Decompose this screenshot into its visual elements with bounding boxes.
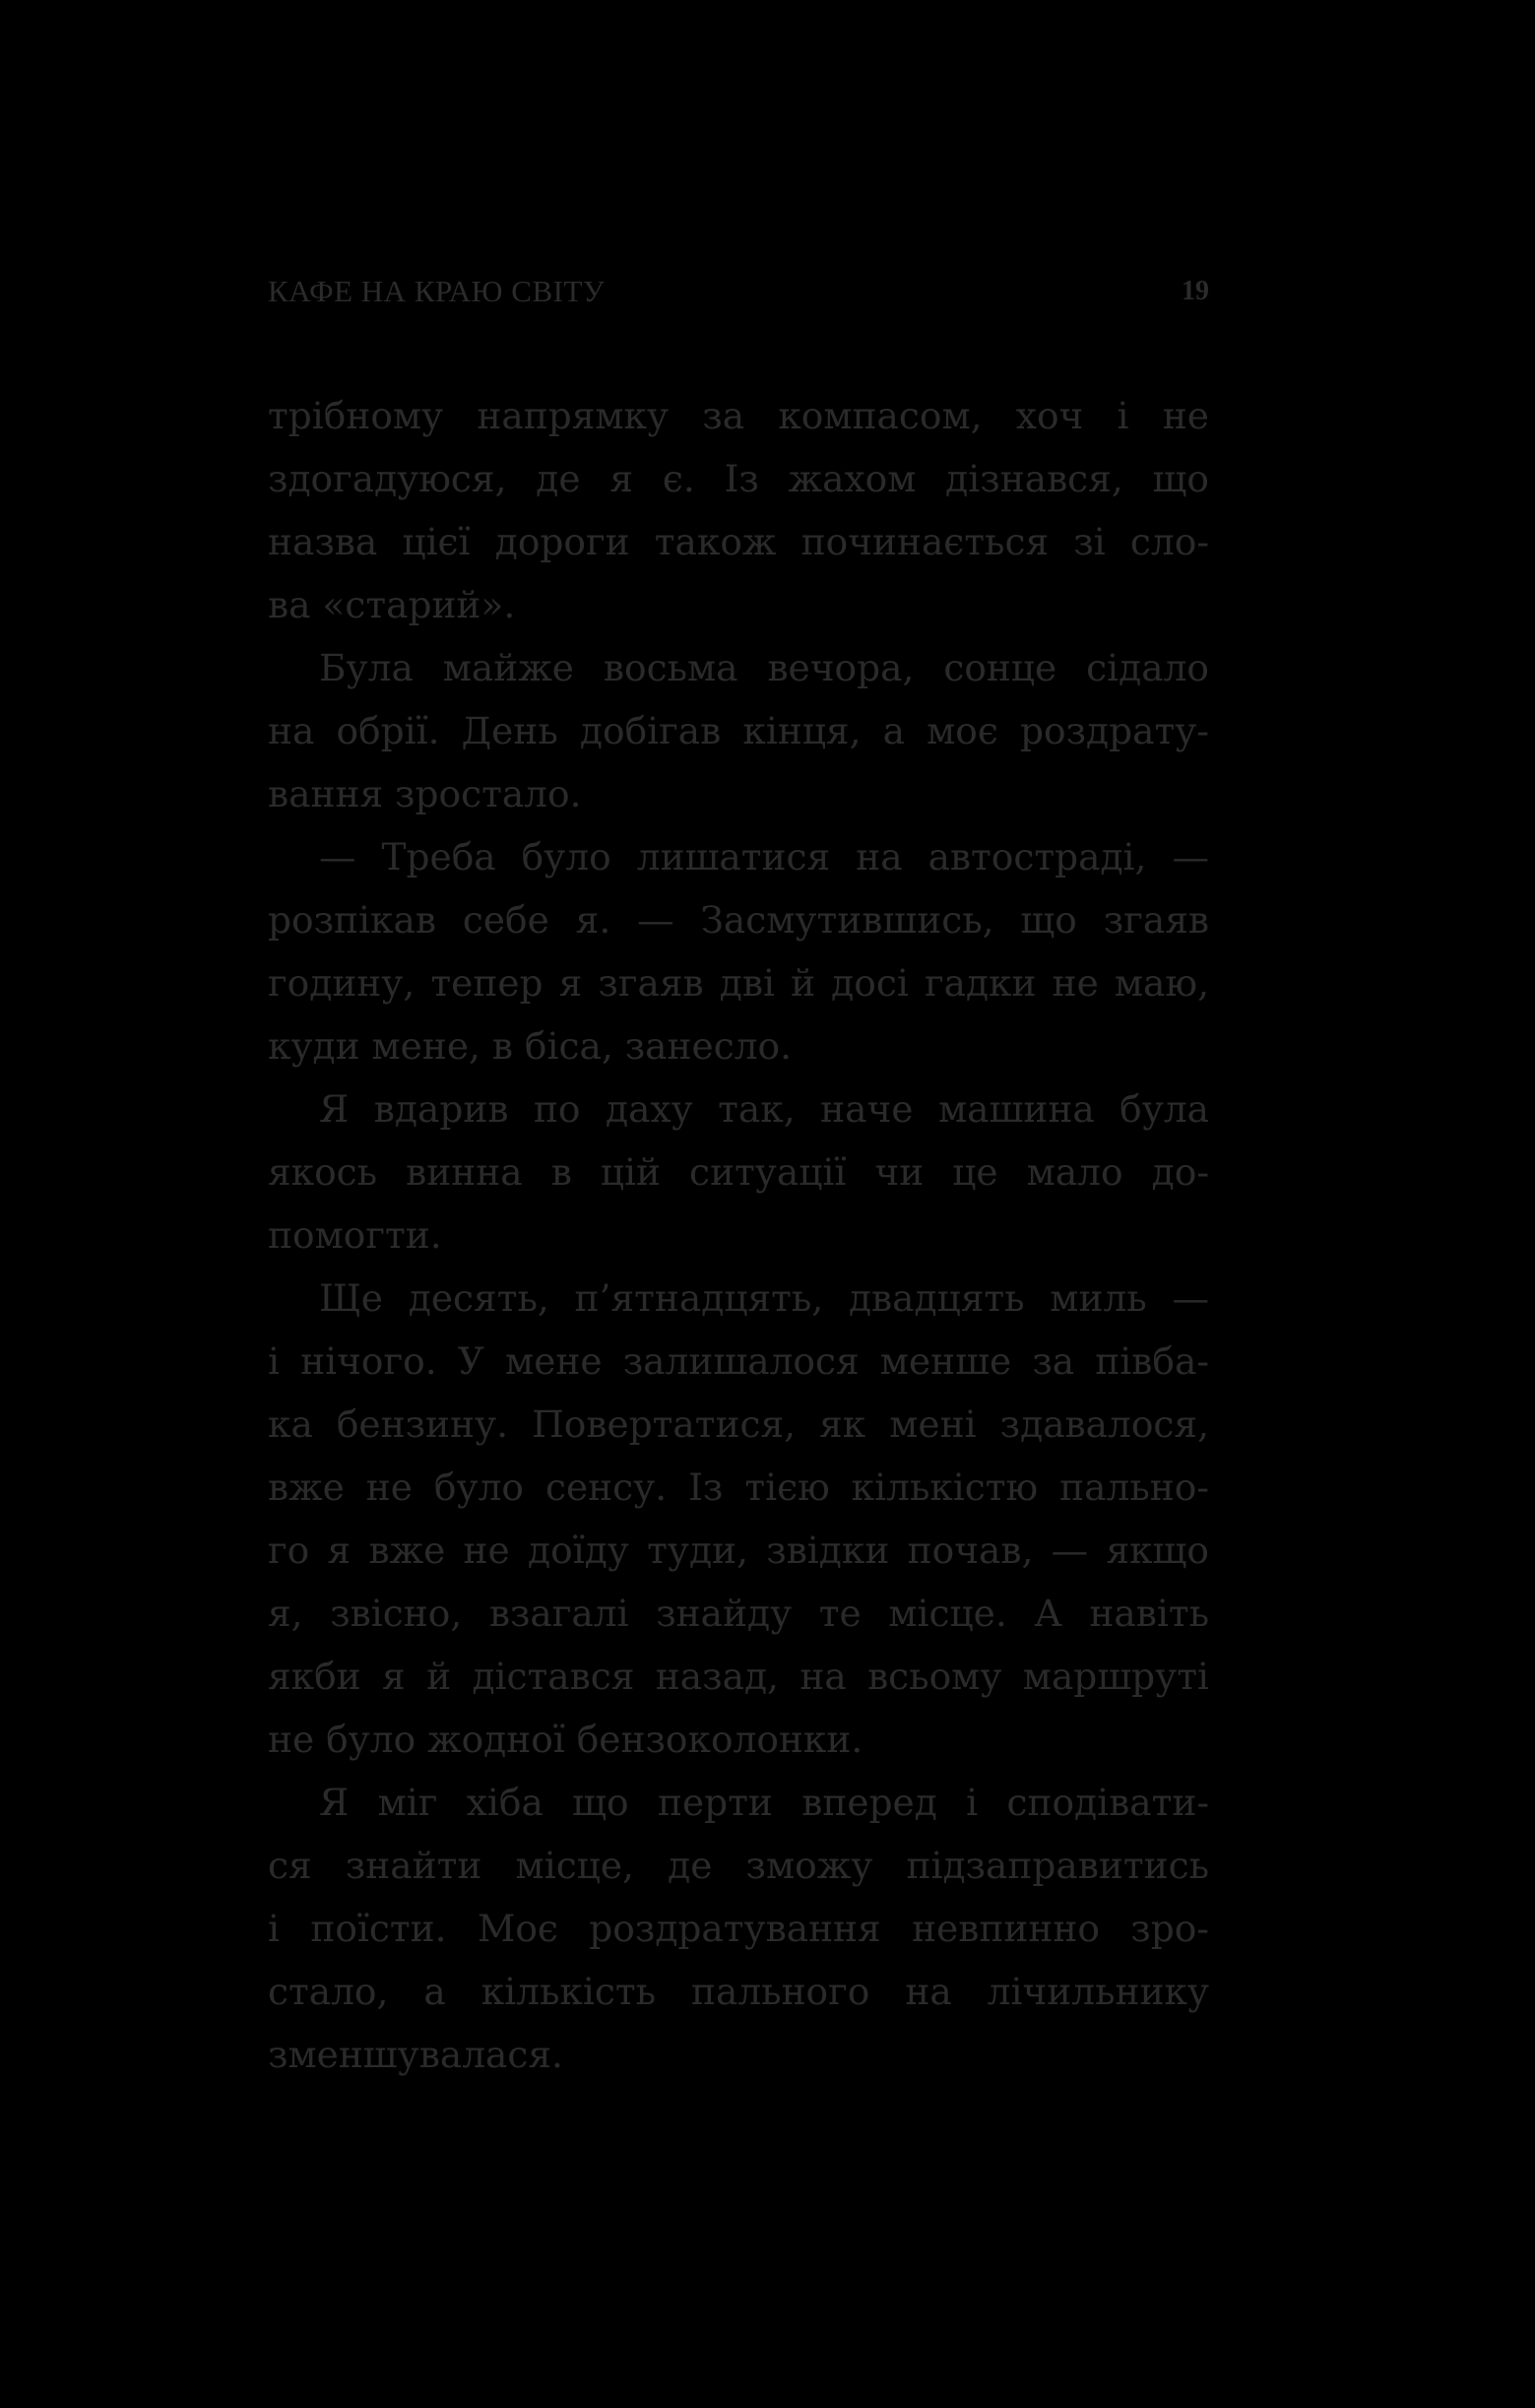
text-line: вання зростало. — [268, 772, 582, 815]
text-line: на обрії. День добігав кінця, а моє роздрату- — [268, 709, 1209, 752]
text-line: Я вдарив по даху так, наче машина була — [319, 1087, 1209, 1131]
text-line: стало, а кількість пального на лічильнику — [268, 1970, 1209, 2013]
text-line: я, звісно, взагалі знайду те місце. А навіть — [268, 1592, 1209, 1635]
running-title: КАФЕ НА КРАЮ СВІТУ — [268, 274, 606, 308]
text-line: — Треба було лишатися на автостраді, — — [319, 835, 1209, 879]
text-line: Ще десять, п’ятнадцять, двадцять миль — — [319, 1276, 1209, 1320]
text-line: розпікав себе я. — Засмутившись, що згаяв — [268, 898, 1209, 942]
text-line: трібному напрямку за компасом, хоч і не — [268, 394, 1209, 437]
text-line: вже не було сенсу. Із тією кількістю пально- — [268, 1465, 1209, 1509]
text-line: годину, тепер я згаяв дві й досі гадки не маю, — [268, 961, 1209, 1005]
body-text — [268, 384, 1209, 2086]
text-line: ва «старий». — [268, 583, 516, 626]
text-line: здогадуюся, де я є. Із жахом дізнався, що — [268, 457, 1209, 500]
text-line: не було жодної бензоколонки. — [268, 1718, 863, 1761]
text-line: зменшувалася. — [268, 2033, 563, 2076]
text-line: куди мене, в біса, занесло. — [268, 1024, 793, 1068]
text-line: ка бензину. Повертатися, як мені здавалося, — [268, 1402, 1209, 1446]
running-head — [268, 272, 1209, 311]
text-line: Була майже восьма вечора, сонце сідало — [319, 646, 1209, 689]
text-line: Я міг хіба що перти вперед і сподівати- — [319, 1781, 1209, 1824]
text-line: назва цієї дороги також починається зі сло- — [268, 520, 1209, 563]
page-number: 19 — [1182, 276, 1209, 306]
text-line: ся знайти місце, де зможу підзаправитись — [268, 1844, 1209, 1887]
text-line: го я вже не доїду туди, звідки почав, — якщо — [268, 1529, 1209, 1572]
text-line: якби я й дістався назад, на всьому маршруті — [268, 1655, 1209, 1698]
text-line: і поїсти. Моє роздратування невпинно зро- — [268, 1907, 1209, 1950]
text-line: якось винна в цій ситуації чи це мало до- — [268, 1150, 1209, 1194]
text-line: і нічого. У мене залишалося менше за півба- — [268, 1339, 1209, 1383]
text-line: помогти. — [268, 1213, 442, 1257]
